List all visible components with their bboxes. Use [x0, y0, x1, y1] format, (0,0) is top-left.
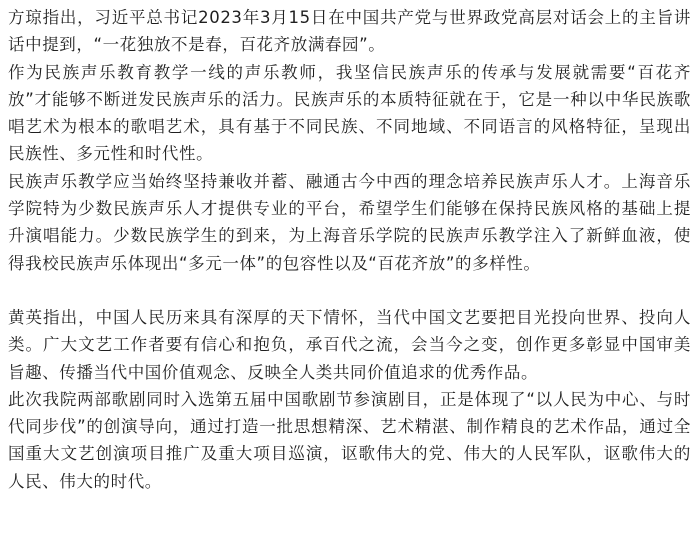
paragraph-hundred-flowers: 作为民族声乐教育教学一线的声乐教师，我坚信民族声乐的传承与发展就需要“百花齐放”才能够不断迸发民族声乐的活力。民族声乐的本质特征就在于，它是一种以中华民族歌唱艺术为根本的歌唱艺术，具有基于不同民族、不同地域、不同语言的风格特征，呈现出民族性、多元性和时代性。	[8, 62, 691, 164]
paragraph-fang-qiong-intro: 方琼指出，习近平总书记2023年3月15日在中国共产党与世界政党高层对话会上的主旨讲话中提到，“一花独放不是春，百花齐放满春园”。	[8, 8, 691, 55]
paragraph-huang-ying-intro: 黄英指出，中国人民历来具有深厚的天下情怀，当代中国文艺要把目光投向世界、投向人类。广大文艺工作者要有信心和抱负，承百代之流，会当今之变，创作更多彰显中国审美旨趣、传播当代中国价值观念、反映全人类共同价值追求的优秀作品。	[8, 307, 691, 382]
paragraph-opera-festival: 此次我院两部歌剧同时入选第五届中国歌剧节参演剧目，正是体现了“以人民为中心、与时代同步伐”的创演导向，通过打造一批思想精深、艺术精湛、制作精良的艺术作品，通过全国重大文艺创演项目推广及重大项目巡演，讴歌伟大的党、伟大的人民军队，讴歌伟大的人民、伟大的时代。	[8, 389, 691, 491]
paragraph-spacer	[8, 277, 691, 304]
paragraph-teaching-philosophy: 民族声乐教学应当始终坚持兼收并蓄、融通古今中西的理念培养民族声乐人才。上海音乐学院特为少数民族声乐人才提供专业的平台，希望学生们能够在保持民族风格的基础上提升演唱能力。少数民族学生的到来，为上海音乐学院的民族声乐教学注入了新鲜血液，使得我校民族声乐体现出“多元一体”的包容性以及“百花齐放”的多样性。	[8, 171, 691, 273]
